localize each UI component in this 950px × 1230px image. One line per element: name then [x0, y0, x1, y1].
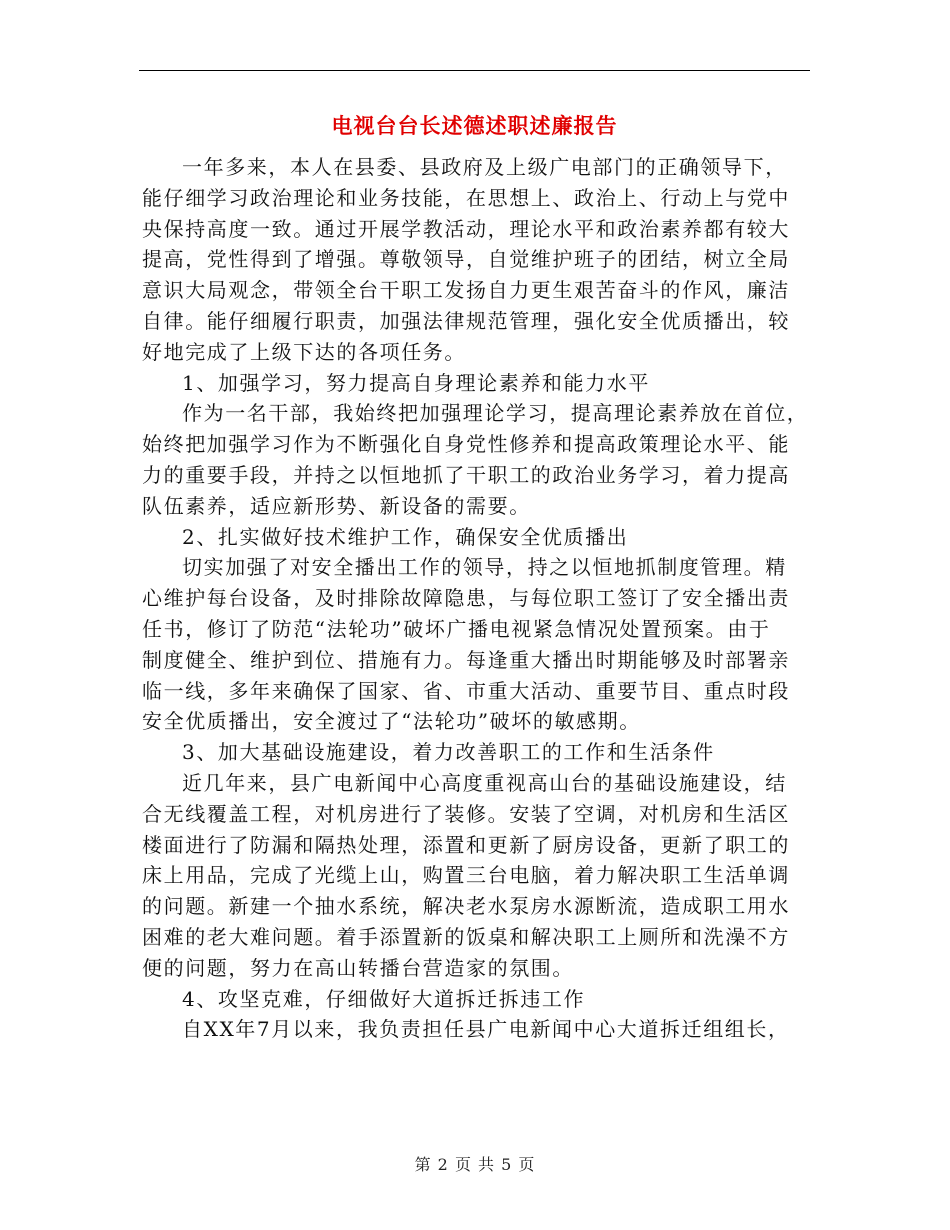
document-body: [142, 152, 810, 1045]
section-heading-3: 3、加大基础设施建设，着力改善职工的工作和生活条件: [182, 740, 715, 765]
paragraph-section-1: 作为一名干部，我始终把加强理论学习，提高理论素养放在首位， 始终把加强学习作为不断强化自身党性修养和提高政策理论水平、能 力的重要手段，并持之以恒地抓了干职工的政治业务学习，着力提高 队伍素养，适应新形势、新设备的需要。: [142, 401, 809, 518]
header-rule: [139, 70, 810, 71]
section-heading-4: 4、攻坚克难，仔细做好大道拆迁拆违工作: [182, 986, 586, 1011]
paragraph-section-3: 近几年来，县广电新闻中心高度重视高山台的基础设施建设，结 合无线覆盖工程，对机房进行了装修。安装了空调，对机房和生活区 楼面进行了防漏和隔热处理，添置和更新了厨房设备，更新了职工的 床上用品，完成了光缆上山，购置三台电脑，着力解决职工生活单调 的问题。新建一个抽水系统，解决老水泵房水源断流，造成职工用水 困难的老大难问题。着手添置新的饭桌和解决职工上厕所和洗澡不方 便的问题，努力在高山转播台营造家的氛围。: [142, 770, 790, 980]
paragraph-intro: 一年多来，本人在县委、县政府及上级广电部门的正确领导下， 能仔细学习政治理论和业务技能，在思想上、政治上、行动上与党中 央保持高度一致。通过开展学教活动，理论水平和政治素养都有较大 提高，党性得到了增强。尊敬领导，自觉维护班子的团结，树立全局 意识大局观念，带领全台干职工发扬自力更生艰苦奋斗的作风，廉洁 自律。能仔细履行职责，加强法律规范管理，强化安全优质播出，较 好地完成了上级下达的各项任务。: [142, 155, 790, 364]
section-heading-1: 1、加强学习，努力提高自身理论素养和能力水平: [182, 370, 650, 395]
paragraph-section-4: 自XX年7月以来，我负责担任县广电新闻中心大道拆迁组组长，: [182, 1017, 790, 1042]
section-heading-2: 2、扎实做好技术维护工作，确保安全优质播出: [182, 524, 629, 549]
page-footer: 第 2 页 共 5 页: [414, 1155, 536, 1174]
paragraph-section-2: 切实加强了对安全播出工作的领导，持之以恒地抓制度管理。精 心维护每台设备，及时排除故障隐患，与每位职工签订了安全播出责 任书，修订了防范“法轮功”破坏广播电视紧急情况处置预案。由于 制度健全、维护到位、措施有力。每逢重大播出时期能够及时部署亲 临一线，多年来确保了国家、省、市重大活动、重要节目、重点时段 安全优质播出，安全渡过了“法轮功”破坏的敏感期。: [142, 555, 790, 734]
document-title: 电视台台长述德述职述廉报告: [331, 113, 618, 138]
